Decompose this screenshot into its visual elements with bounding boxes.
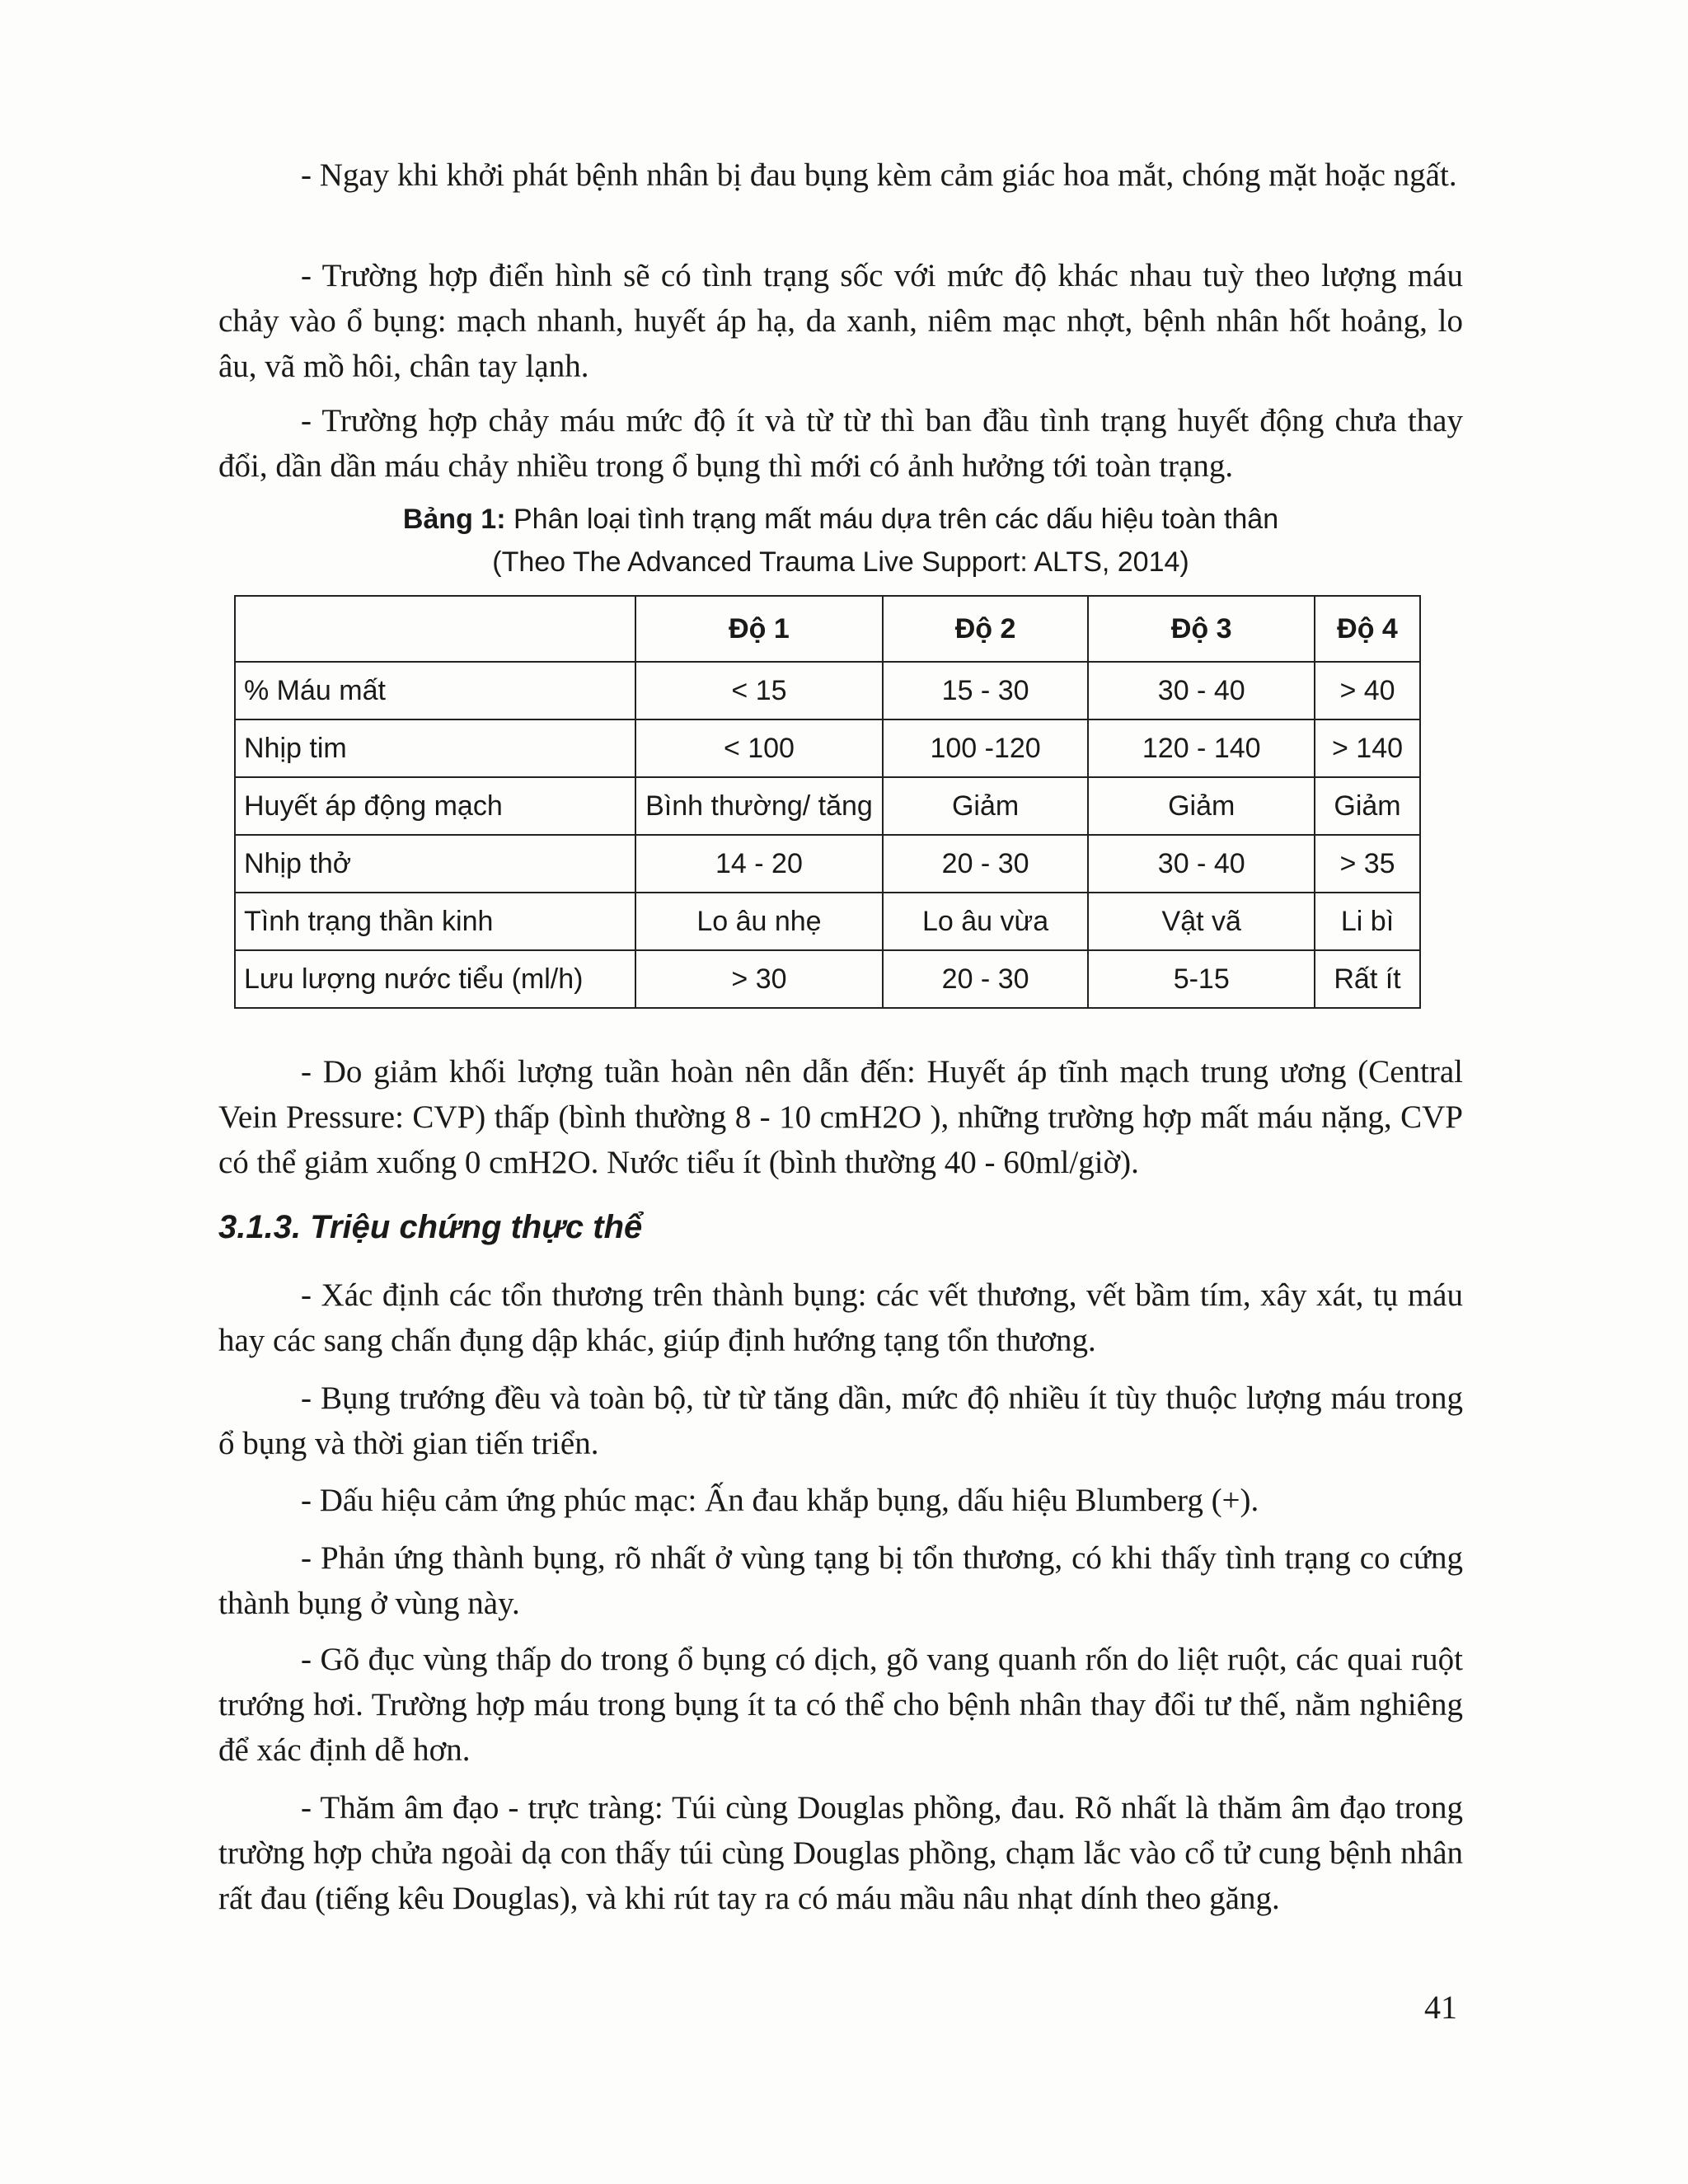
table-cell: < 15 xyxy=(635,662,883,719)
table-header-row xyxy=(235,596,1420,662)
paragraph-guarding: - Phản ứng thành bụng, rõ nhất ở vùng tạng bị tổn thương, có khi thấy tình trạng co cứng thành bụng ở vùng này. xyxy=(218,1540,1463,1621)
paragraph-vaginal-exam: - Thăm âm đạo - trực tràng: Túi cùng Douglas phồng, đau. Rõ nhất là thăm âm đạo trong trường hợp chửa ngoài dạ con thấy túi cùng Douglas phồng, chạm lắc vào cổ tử cung bệnh nhân rất đau (tiếng kêu Douglas), và khi rút tay ra có máu mầu nâu nhạt dính theo găng. xyxy=(218,1790,1463,1916)
table-row xyxy=(235,719,1420,777)
table-row xyxy=(235,893,1420,950)
table-cell: > 30 xyxy=(635,950,883,1008)
section-heading: 3.1.3. Triệu chứng thực thể xyxy=(218,1209,643,1245)
table-cell: < 100 xyxy=(635,719,883,777)
table-cell: 120 - 140 xyxy=(1088,719,1315,777)
table-cell: 14 - 20 xyxy=(635,835,883,893)
table-cell: Bình thường/ tăng xyxy=(635,777,883,835)
table-cell: Li bì xyxy=(1315,893,1420,950)
table-header-cell: Độ 1 xyxy=(635,596,883,662)
table-caption-source: (Theo The Advanced Trauma Live Support: ALTS, 2014) xyxy=(492,546,1189,578)
table-row xyxy=(235,950,1420,1008)
paragraph-onset-symptoms: - Ngay khi khởi phát bệnh nhân bị đau bụng kèm cảm giác hoa mắt, chóng mặt hoặc ngất. xyxy=(301,157,1457,193)
paragraph-shock-signs: - Trường hợp điển hình sẽ có tình trạng sốc với mức độ khác nhau tuỳ theo lượng máu chảy vào ổ bụng: mạch nhanh, huyết áp hạ, da xanh, niêm mạc nhợt, bệnh nhân hốt hoảng, lo âu, vã mồ hôi, chân tay lạnh. xyxy=(218,258,1463,384)
table-cell: Rất ít xyxy=(1315,950,1420,1008)
table-cell: > 40 xyxy=(1315,662,1420,719)
table-cell: Giảm xyxy=(1088,777,1315,835)
table-cell: 15 - 30 xyxy=(883,662,1089,719)
table-cell: Giảm xyxy=(1315,777,1420,835)
table-row-label: Nhịp thở xyxy=(235,835,635,893)
table-caption-title: Phân loại tình trạng mất máu dựa trên các dấu hiệu toàn thân xyxy=(513,504,1279,535)
table-cell: Vật vã xyxy=(1088,893,1315,950)
table-header-cell: Độ 4 xyxy=(1315,596,1420,662)
table-row-label: % Máu mất xyxy=(235,662,635,719)
table-header-cell: Độ 2 xyxy=(883,596,1089,662)
table-cell: 5-15 xyxy=(1088,950,1315,1008)
table-caption xyxy=(218,498,1463,583)
table-cell: 20 - 30 xyxy=(883,835,1089,893)
table-row xyxy=(235,662,1420,719)
table-caption-label: Bảng 1: xyxy=(402,504,506,535)
table-row-label: Tình trạng thần kinh xyxy=(235,893,635,950)
table-row-label: Nhịp tim xyxy=(235,719,635,777)
table-cell: Lo âu nhẹ xyxy=(635,893,883,950)
table-cell: 20 - 30 xyxy=(883,950,1089,1008)
page-number: 41 xyxy=(1424,1989,1457,2026)
paragraph-peritoneal-sign: - Dấu hiệu cảm ứng phúc mạc: Ấn đau khắp bụng, dấu hiệu Blumberg (+). xyxy=(301,1483,1259,1518)
paragraph-slow-bleeding: - Trường hợp chảy máu mức độ ít và từ từ thì ban đầu tình trạng huyết động chưa thay đổi, dần dần máu chảy nhiều trong ổ bụng thì mới có ảnh hưởng tới toàn trạng. xyxy=(218,403,1463,484)
blood-loss-classification-table xyxy=(234,595,1421,1009)
paragraph-abdominal-wall: - Xác định các tổn thương trên thành bụng: các vết thương, vết bầm tím, xây xát, tụ máu hay các sang chấn đụng dập khác, giúp định hướng tạng tổn thương. xyxy=(218,1277,1463,1358)
table-row-label: Lưu lượng nước tiểu (ml/h) xyxy=(235,950,635,1008)
table-cell: 30 - 40 xyxy=(1088,835,1315,893)
table-cell: Lo âu vừa xyxy=(883,893,1089,950)
table-header-cell: Độ 3 xyxy=(1088,596,1315,662)
paragraph-distension: - Bụng trướng đều và toàn bộ, từ từ tăng dần, mức độ nhiều ít tùy thuộc lượng máu trong ổ bụng và thời gian tiến triển. xyxy=(218,1380,1463,1461)
table-cell: 30 - 40 xyxy=(1088,662,1315,719)
table-header-cell xyxy=(235,596,635,662)
table-row-label: Huyết áp động mạch xyxy=(235,777,635,835)
table-cell: Giảm xyxy=(883,777,1089,835)
table-cell: > 140 xyxy=(1315,719,1420,777)
paragraph-cvp: - Do giảm khối lượng tuần hoàn nên dẫn đến: Huyết áp tĩnh mạch trung ương (Central Vein Pressure: CVP) thấp (bình thường 8 - 10 cmH2O ), những trường hợp mất máu nặng, CVP có thể giảm xuống 0 cmH2O. Nước tiểu ít (bình thường 40 - 60ml/giờ). xyxy=(218,1054,1463,1180)
table-cell: 100 -120 xyxy=(883,719,1089,777)
table-cell: > 35 xyxy=(1315,835,1420,893)
table-row xyxy=(235,777,1420,835)
paragraph-percussion: - Gõ đục vùng thấp do trong ổ bụng có dịch, gõ vang quanh rốn do liệt ruột, các quai ruột trướng hơi. Trường hợp máu trong bụng ít ta có thể cho bệnh nhân thay đổi tư thế, nằm nghiêng để xác định dễ hơn. xyxy=(218,1642,1463,1768)
table-row xyxy=(235,835,1420,893)
